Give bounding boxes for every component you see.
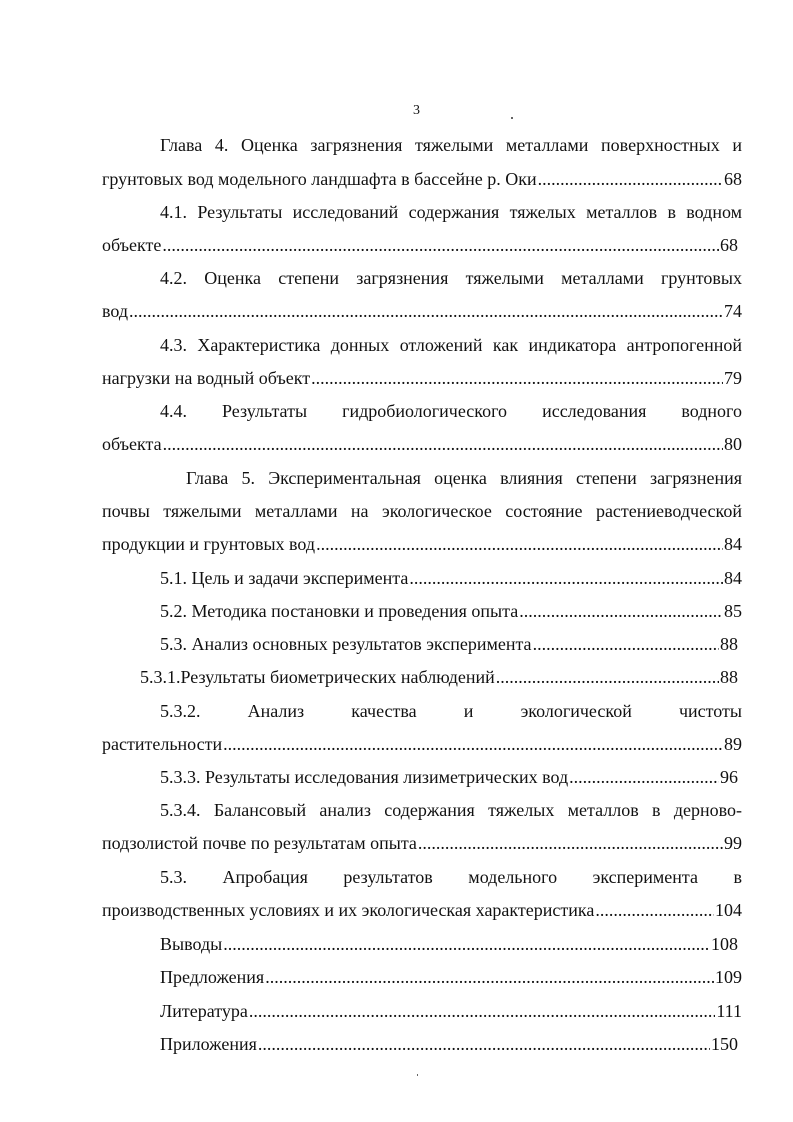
page-number: 3 [413, 103, 420, 118]
scan-speck [511, 117, 513, 119]
toc-entry-line [102, 633, 738, 655]
dot-leader [496, 666, 719, 688]
dot-leader [316, 533, 723, 555]
toc-page-number: 68 [724, 169, 742, 189]
toc-entry-line [102, 234, 738, 256]
toc-entry-title: вод [102, 301, 129, 321]
toc-entry-line [102, 567, 742, 589]
toc-entry-line [102, 533, 742, 555]
toc-page-number: 111 [716, 1001, 742, 1021]
toc-page-number: 109 [715, 967, 742, 987]
toc-entry-title: Выводы [160, 934, 223, 954]
dot-leader [223, 733, 723, 755]
toc-page-number: 108 [711, 934, 738, 954]
dot-leader [409, 567, 723, 589]
dot-leader [223, 933, 710, 955]
toc-entry-line: 4.2. Оценка степени загрязнения тяжелыми металлами грунтовых [160, 268, 742, 288]
toc-entry-title: Предложения [160, 967, 265, 987]
toc-page-number: 68 [720, 235, 738, 255]
dot-leader [162, 234, 719, 256]
toc-entry-line [102, 433, 742, 455]
toc-entry-title: подзолистой почве по результатам опыта [102, 833, 417, 853]
toc-entry-title: грунтовых вод модельного ландшафта в бассейне р. Оки [102, 169, 537, 189]
toc-entry-line [102, 168, 742, 190]
dot-leader [533, 633, 719, 655]
toc-entry-title: Литература [160, 1001, 248, 1021]
dot-leader [129, 300, 723, 322]
dot-leader [538, 168, 723, 190]
toc-entry-line [102, 933, 738, 955]
toc-entry-title: 5.3.3. Результаты исследования лизиметрических вод [160, 767, 569, 787]
dot-leader [595, 899, 714, 921]
toc-entry-title: объекта [102, 434, 162, 454]
toc-entry-line [102, 600, 742, 622]
toc-page-number: 88 [720, 634, 738, 654]
toc-entry-title: 5.3.1.Результаты биометрических наблюдений [140, 667, 495, 687]
toc-page-number: 74 [724, 301, 742, 321]
toc-page-number: 150 [711, 1034, 738, 1054]
toc-entry-line [102, 766, 738, 788]
toc-entry-title: растительности [102, 734, 223, 754]
toc-entry-title: продукции и грунтовых вод [102, 534, 316, 554]
toc-entry-line [102, 300, 742, 322]
toc-entry-title: 5.3. Анализ основных результатов эксперимента [160, 634, 532, 654]
toc-entry-title: 5.1. Цель и задачи эксперимента [160, 568, 409, 588]
toc-entry-title: производственных условиях и их экологическая характеристика [102, 900, 595, 920]
toc-entry-line [102, 832, 742, 854]
dot-leader [519, 600, 723, 622]
dot-leader [163, 433, 723, 455]
toc-entry-line [102, 1033, 738, 1055]
toc-page-number: 104 [715, 900, 742, 920]
scan-speck [417, 1074, 418, 1076]
toc-entry-line [102, 733, 742, 755]
toc-entry-line: Глава 4. Оценка загрязнения тяжелыми металлами поверхностных и [160, 135, 742, 155]
dot-leader [311, 367, 723, 389]
toc-page-number: 88 [720, 667, 738, 687]
toc-entry-line [102, 367, 742, 389]
toc-entry-title: объекте [102, 235, 162, 255]
toc-entry-title: 5.2. Методика постановки и проведения опыта [160, 601, 519, 621]
toc-page-number: 96 [720, 767, 738, 787]
toc-entry-title: Приложения [160, 1034, 257, 1054]
dot-leader [569, 766, 719, 788]
toc-page-number: 84 [724, 568, 742, 588]
toc-page-number: 80 [724, 434, 742, 454]
toc-entry-line: 5.3.4. Балансовый анализ содержания тяжелых металлов в дерново- [160, 800, 742, 820]
toc-page-number: 85 [724, 601, 742, 621]
toc-page-number: 89 [724, 734, 742, 754]
toc-entry-line: 4.4. Результаты гидробиологического исследования водного [160, 401, 742, 421]
toc-page-number: 79 [724, 368, 742, 388]
toc-entry-line: 5.3. Апробация результатов модельного эксперимента в [160, 867, 742, 887]
toc-entry-line: почвы тяжелыми металлами на экологическое состояние растениеводческой [102, 501, 742, 521]
toc-entry-line [102, 966, 742, 988]
toc-entry-line [102, 666, 738, 688]
toc-entry-title: нагрузки на водный объект [102, 368, 311, 388]
toc-entry-line: 5.3.2. Анализ качества и экологической чистоты [160, 701, 742, 721]
toc-entry-line: 4.3. Характеристика донных отложений как индикатора антропогенной [160, 335, 742, 355]
toc-entry-line: Глава 5. Экспериментальная оценка влияния степени загрязнения [186, 468, 742, 488]
dot-leader [258, 1033, 710, 1055]
toc-page-number: 84 [724, 534, 742, 554]
toc-page-number: 99 [724, 833, 742, 853]
dot-leader [249, 1000, 715, 1022]
toc-entry-line: 4.1. Результаты исследований содержания тяжелых металлов в водном [160, 202, 742, 222]
toc-entry-line [102, 1000, 742, 1022]
dot-leader [265, 966, 714, 988]
dot-leader [418, 832, 723, 854]
toc-entry-line [102, 899, 742, 921]
